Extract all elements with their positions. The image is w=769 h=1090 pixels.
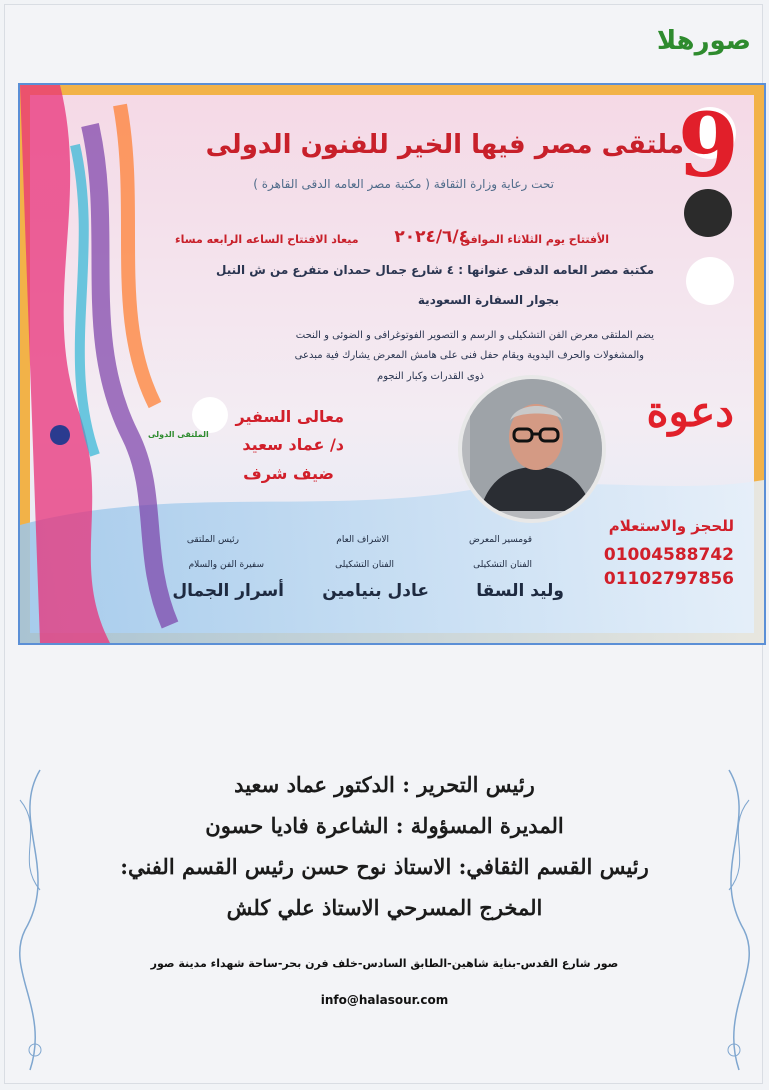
left-ornament-icon bbox=[0, 760, 80, 1080]
commissioner-role: قومسير المعرض bbox=[469, 535, 532, 545]
site-logo[interactable] bbox=[631, 6, 751, 56]
poster-opening-label: الأفتتاح يوم الثلاثاء الموافق bbox=[460, 233, 609, 246]
commissioner-title: الفنان التشكيلى bbox=[473, 560, 532, 570]
logo-text-left: هلا bbox=[656, 26, 695, 56]
president-role: رئيس الملتقى bbox=[186, 535, 239, 545]
commissioner-name: وليد السقا bbox=[476, 581, 564, 601]
poster-title: ملتقى مصر فيها الخير للفنون الدولى bbox=[205, 130, 684, 160]
contact-email-link[interactable]: info@halasour.com bbox=[320, 993, 449, 1007]
poster-description-line1: يضم الملتقى معرض الفن التشكيلى و الرسم و التصوير الفوتوغرافى و الضوئى و النحت bbox=[295, 330, 654, 341]
poster-time-label: ميعاد الافتتاح الساعه الرابعه مساء bbox=[175, 233, 359, 246]
credit-art-section: المخرج المسرحي الاستاذ علي كلش bbox=[226, 895, 543, 920]
forum-logo-text: الملتقى الدولى bbox=[148, 430, 209, 439]
poster-description-line2: والمشغولات والحرف اليدوية ويقام حفل فنى على هامش المعرض يشارك فية مبدعى bbox=[294, 350, 644, 361]
event-poster bbox=[18, 83, 766, 645]
supervision-name: عادل بنيامين bbox=[322, 581, 429, 601]
president-name: أسرار الجمال bbox=[172, 581, 284, 601]
right-ornament-icon bbox=[689, 760, 769, 1080]
guest-portrait bbox=[458, 375, 606, 523]
credit-culture-section: رئيس القسم الثقافي: الاستاذ نوح حسن رئيس القسم الفني: bbox=[120, 854, 649, 879]
portrait-figure-icon bbox=[470, 379, 602, 511]
poster-date: ٢٠٢٤/٦/٤ bbox=[394, 227, 469, 247]
booking-phone-2[interactable]: 01102797856 bbox=[603, 569, 734, 589]
ambassador-line2: د/ عماد سعيد bbox=[242, 435, 344, 454]
booking-phone-1[interactable]: 01004588742 bbox=[603, 545, 734, 565]
supervision-title: الفنان التشكيلى bbox=[335, 560, 394, 570]
booking-label: للحجز والاستعلام bbox=[608, 517, 734, 535]
poster-description-line3: ذوى القدرات وكبار النجوم bbox=[377, 371, 484, 382]
poster-address-line2: بجوار السفارة السعودية bbox=[417, 293, 559, 307]
president-title: سفيرة الفن والسلام bbox=[188, 560, 264, 570]
contact-address: صور شارع القدس-بناية شاهين-الطابق السادس-خلف فرن بحر-ساحة شهداء مدينة صور bbox=[150, 957, 619, 970]
credit-managing-director: المديرة المسؤولة : الشاعرة فاديا حسون bbox=[205, 813, 564, 838]
invitation-heading: دعوة bbox=[646, 387, 734, 436]
credit-editor-in-chief: رئيس التحرير : الدكتور عماد سعيد bbox=[234, 772, 535, 797]
supervision-role: الاشراف العام bbox=[336, 535, 389, 545]
ambassador-line3: ضيف شرف bbox=[243, 464, 334, 483]
poster-address-line1: مكتبة مصر العامه الدقى عنوانها : ٤ شارع جمال حمدان متفرع من ش النيل bbox=[215, 263, 654, 277]
logo-text-right: صور bbox=[694, 26, 751, 56]
poster-sponsor: تحت رعاية وزارة الثقافة ( مكتبة مصر العامه الدقى القاهرة ) bbox=[253, 177, 554, 191]
ambassador-line1: معالى السفير bbox=[235, 407, 344, 426]
poster-number: 9 bbox=[677, 93, 739, 197]
